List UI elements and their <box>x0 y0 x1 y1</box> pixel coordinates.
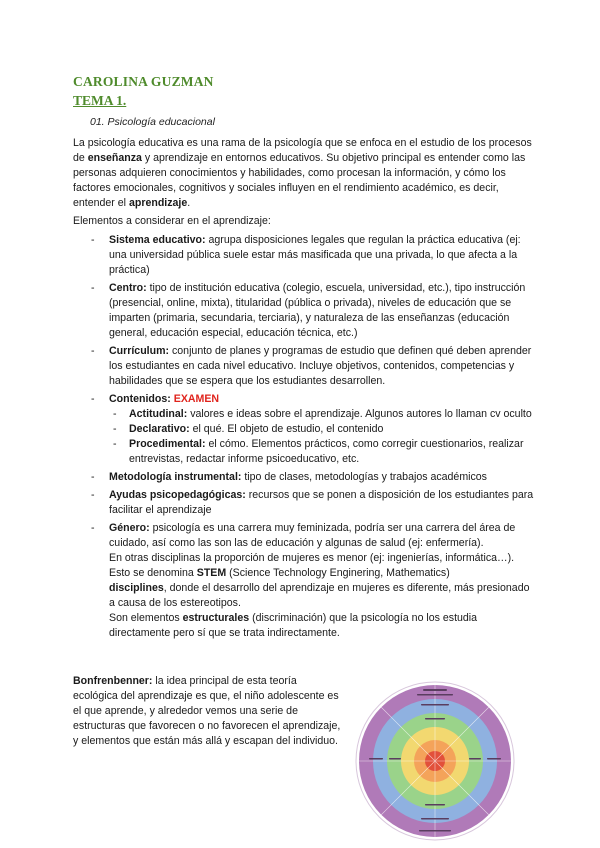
genero-text-3a: Esto se denomina <box>109 567 197 579</box>
genero-stem: STEM <box>196 567 227 579</box>
list-item-sistema <box>73 233 535 278</box>
genero-text-5a: Son elementos <box>109 612 183 624</box>
item-term: Género: <box>109 522 150 534</box>
subitem-term: Actitudinal: <box>129 408 188 420</box>
item-term: Ayudas psicopedagógicas: <box>109 489 246 501</box>
section-subtitle: 01. Psicología educacional <box>90 116 215 128</box>
intro-text-1: La psicología educativa es una rama de la psicología que se enfoca en el estudio de los procesos de <box>73 137 532 164</box>
elements-list <box>73 233 535 644</box>
genero-disciplines: disciplines <box>109 582 164 594</box>
genero-text-3c: (Science Technology Enginering, Mathematics) <box>226 567 450 579</box>
intro-bold-aprendizaje: aprendizaje <box>128 197 188 209</box>
item-text: conjunto de planes y programas de estudio que definen qué deben aprender los estudiantes en cada nivel educativo. Incluye objetivos, contenidos, competencias y habilidades que se espera que los estudiantes desarrollen. <box>109 345 532 387</box>
genero-text-4b: , donde el desarrollo del aprendizaje en mujeres es diferente, más presionado a causa de los estereotipos. <box>109 582 530 609</box>
subitem-actitudinal <box>109 407 535 422</box>
genero-text-1: psicología es una carrera muy feminizada, podría ser una carrera del área de cuidado, así como las son las de educación y algunas de salud (ej: enfermería). <box>109 522 516 549</box>
subitem-term: Declarativo: <box>129 423 190 435</box>
item-term: Currículum: <box>109 345 170 357</box>
list-item-metodologia <box>73 470 535 485</box>
intro-text-3: . <box>187 197 191 209</box>
subitem-term: Procedimental: <box>129 438 206 450</box>
bronfenbrenner-paragraph <box>73 674 343 749</box>
item-text: recursos que se ponen a disposición de los estudiantes para facilitar el aprendizaje <box>109 489 534 516</box>
intro-text-2: y aprendizaje en entornos educativos. Su objetivo principal es entender como las personas adquieren conocimientos y habilidades, como procesan la información, y cómo los factores emocionales, cognitivos y sociales influyen en el rendimiento académico, es decir, entender el <box>73 152 526 209</box>
item-text: tipo de clases, metodologías y trabajos académicos <box>241 471 487 483</box>
bronfenbrenner-term: Bonfrenbenner: <box>73 675 153 687</box>
item-text: agrupa disposiciones legales que regulan la práctica educativa (ej: una universidad pública suele estar más masificada que una privada, lo que afecta a la práctica) <box>109 234 521 276</box>
intro-bold-ensenanza: enseñanza <box>87 152 142 164</box>
item-term: Contenidos: <box>109 393 171 405</box>
genero-estructurales: estructurales <box>182 612 250 624</box>
item-term: Metodología instrumental: <box>109 471 242 483</box>
subitem-text: el cómo. Elementos prácticos, como corregir cuestionarios, realizar entrevistas, redactar informe psicoeducativo, etc. <box>129 438 524 465</box>
item-text: tipo de institución educativa (colegio, escuela, universidad, etc.), tipo instrucción (presencial, online, mixta), titularidad (pública o privada), niveles de educación que se imparten (primaria, secundaria, terciaria), y naturaleza de las enseñanzas (educación general, educación especial, educación técnica, etc.) <box>109 282 526 339</box>
subitem-text: el qué. El objeto de estudio, el contenido <box>189 423 384 435</box>
exam-highlight: EXAMEN <box>173 393 220 405</box>
author-name: CAROLINA GUZMAN <box>73 74 214 89</box>
ecological-model-diagram <box>355 678 515 844</box>
genero-text-2: En otras disciplinas la proporción de mujeres es menor (ej: ingenierías, informática…). <box>109 552 515 564</box>
list-item-ayudas <box>73 488 535 518</box>
genero-text-5c: (discriminación) que la psicología no los estudia directamente pero sí que se trata indirectamente. <box>109 612 478 639</box>
subitem-text: valores e ideas sobre el aprendizaje. Algunos autores lo llaman cv oculto <box>187 408 532 420</box>
subitem-declarativo <box>109 422 535 437</box>
list-item-contenidos <box>73 392 535 467</box>
elements-intro: Elementos a considerar en el aprendizaje: <box>73 215 271 227</box>
bronfenbrenner-text: la idea principal de esta teoría ecológica del aprendizaje es que, el niño adolescente es el que aprende, y alrededor vemos una serie de estructuras que favorecen o no favorecen el aprendizaje, y elementos que están más allá y escapan del individuo. <box>73 675 341 747</box>
item-term: Sistema educativo: <box>109 234 206 246</box>
subitem-procedimental <box>109 437 535 467</box>
list-item-genero <box>73 521 535 641</box>
ring-dividers <box>359 685 511 837</box>
item-term: Centro: <box>109 282 147 294</box>
list-item-centro <box>73 281 535 341</box>
tema-heading: TEMA 1. <box>73 93 127 108</box>
list-item-curriculum <box>73 344 535 389</box>
intro-paragraph <box>73 136 535 211</box>
